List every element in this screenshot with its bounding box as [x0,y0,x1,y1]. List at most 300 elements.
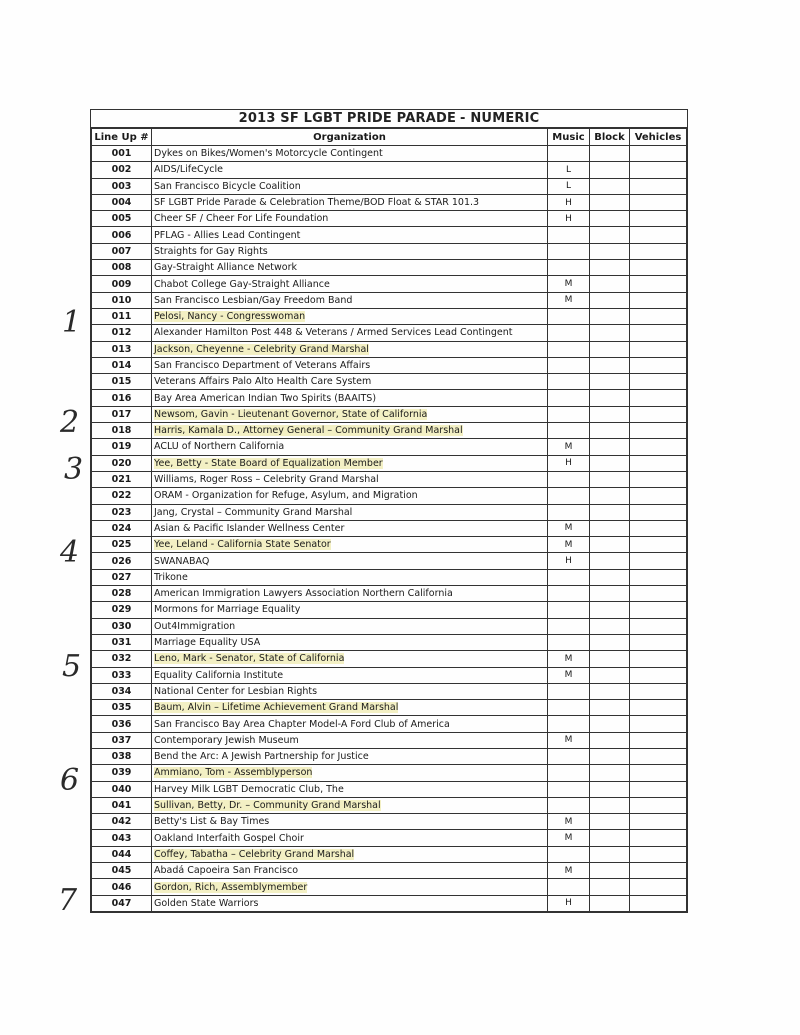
vehicles-cell [630,390,687,406]
vehicles-cell [630,732,687,748]
table-row [92,243,687,259]
music-cell [548,879,590,895]
sheet-title-main: 2013 SF LGBT PRIDE PARADE [238,111,457,126]
organization-name: Dykes on Bikes/Women's Motorcycle Contingent [154,148,383,160]
header-vehicles: Vehicles [630,129,687,146]
header-block: Block [590,129,630,146]
music-cell [548,781,590,797]
table-row [92,797,687,813]
block-cell [590,846,630,862]
vehicles-cell [630,700,687,716]
organization-cell [152,863,548,879]
organization-cell [152,406,548,422]
organization-name: SWANABAQ [154,555,210,567]
organization-name: Betty's List & Bay Times [154,816,270,828]
organization-cell [152,765,548,781]
organization-cell [152,586,548,602]
lineup-number: 027 [92,569,152,585]
organization-cell [152,830,548,846]
block-cell [590,781,630,797]
lineup-number: 040 [92,781,152,797]
table-row [92,146,687,162]
table-row [92,211,687,227]
lineup-number: 010 [92,292,152,308]
organization-cell [152,471,548,487]
block-cell [590,618,630,634]
music-cell: M [548,520,590,536]
music-cell [548,586,590,602]
organization-cell [152,292,548,308]
organization-cell [152,602,548,618]
vehicles-cell [630,863,687,879]
vehicles-cell [630,178,687,194]
lineup-number: 005 [92,211,152,227]
handwritten-mark: 7 [58,883,78,918]
lineup-number: 030 [92,618,152,634]
block-cell [590,260,630,276]
block-cell [590,406,630,422]
organization-cell [152,846,548,862]
lineup-number: 035 [92,700,152,716]
table-row [92,504,687,520]
block-cell [590,504,630,520]
organization-name: Pelosi, Nancy - Congresswoman [154,311,306,323]
music-cell: M [548,439,590,455]
organization-name: Gay-Straight Alliance Network [154,262,297,274]
vehicles-cell [630,276,687,292]
organization-cell [152,634,548,650]
organization-name: Trikone [154,571,188,583]
music-cell [548,341,590,357]
music-cell [548,700,590,716]
block-cell [590,765,630,781]
organization-name: Cheer SF / Cheer For Life Foundation [154,213,329,225]
music-cell: M [548,276,590,292]
block-cell [590,830,630,846]
organization-name: Straights for Gay Rights [154,245,268,257]
vehicles-cell [630,618,687,634]
table-row [92,765,687,781]
block-cell [590,227,630,243]
block-cell [590,667,630,683]
vehicles-cell [630,634,687,650]
lineup-number: 023 [92,504,152,520]
organization-name: San Francisco Bicycle Coalition [154,180,301,192]
block-cell [590,276,630,292]
music-cell: M [548,830,590,846]
organization-name: San Francisco Department of Veterans Affairs [154,360,371,371]
lineup-number: 029 [92,602,152,618]
organization-cell [152,211,548,227]
music-cell [548,683,590,699]
music-cell: M [548,863,590,879]
block-cell [590,374,630,390]
vehicles-cell [630,292,687,308]
lineup-number: 017 [92,406,152,422]
organization-cell [152,341,548,357]
table-row [92,178,687,194]
lineup-number: 016 [92,390,152,406]
music-cell [548,406,590,422]
music-cell [548,602,590,618]
block-cell [590,569,630,585]
lineup-number: 033 [92,667,152,683]
organization-name: Jackson, Cheyenne - Celebrity Grand Marshal [154,343,369,355]
block-cell [590,797,630,813]
organization-cell [152,194,548,210]
music-cell: M [548,651,590,667]
table-row [92,325,687,341]
organization-name: Asian & Pacific Islander Wellness Center [154,522,345,534]
block-cell [590,520,630,536]
block-cell [590,455,630,471]
organization-name: Out4Immigration [154,620,236,632]
organization-name: San Francisco Bay Area Chapter Model-A Ford Club of America [154,718,450,730]
table-row [92,683,687,699]
lineup-number: 013 [92,341,152,357]
organization-name: Alexander Hamilton Post 448 & Veterans / Armed Services Lead Contingent [154,327,513,339]
table-row [92,732,687,748]
music-cell [548,308,590,324]
music-cell [548,846,590,862]
table-row [92,716,687,732]
organization-name: Veterans Affairs Palo Alto Health Care System [154,376,372,388]
vehicles-cell [630,716,687,732]
vehicles-cell [630,748,687,764]
organization-name: Oakland Interfaith Gospel Choir [154,832,304,844]
vehicles-cell [630,341,687,357]
table-row [92,586,687,602]
table-row [92,814,687,830]
organization-cell [152,374,548,390]
table-row [92,879,687,895]
table-row [92,406,687,422]
table-row [92,569,687,585]
lineup-number: 041 [92,797,152,813]
organization-cell [152,423,548,439]
organization-cell [152,178,548,194]
organization-name: Bay Area American Indian Two Spirits (BAAITS) [154,392,377,404]
organization-name: Abadá Capoeira San Francisco [154,865,299,877]
organization-cell [152,455,548,471]
music-cell: M [548,292,590,308]
lineup-number: 020 [92,455,152,471]
organization-name: PFLAG - Allies Lead Contingent [154,229,301,241]
music-cell [548,146,590,162]
table-row [92,537,687,553]
block-cell [590,325,630,341]
lineup-number: 007 [92,243,152,259]
vehicles-cell [630,879,687,895]
organization-cell [152,553,548,569]
table-row [92,863,687,879]
music-cell: M [548,667,590,683]
table-row [92,651,687,667]
organization-name: Jang, Crystal – Community Grand Marshal [154,506,353,518]
music-cell: L [548,178,590,194]
handwritten-mark: 1 [62,305,82,340]
lineup-number: 014 [92,357,152,373]
organization-name: Yee, Leland - California State Senator [154,539,331,551]
music-cell [548,716,590,732]
organization-cell [152,748,548,764]
block-cell [590,634,630,650]
vehicles-cell [630,194,687,210]
organization-name: Yee, Betty - State Board of Equalization Member [154,457,383,469]
table-row [92,374,687,390]
organization-name: Leno, Mark - Senator, State of California [154,653,345,665]
table-row [92,602,687,618]
vehicles-cell [630,537,687,553]
organization-name: San Francisco Lesbian/Gay Freedom Band [154,294,353,306]
vehicles-cell [630,439,687,455]
block-cell [590,879,630,895]
music-cell [548,260,590,276]
header-lineup: Line Up # [92,129,152,146]
lineup-number: 022 [92,488,152,504]
organization-cell [152,569,548,585]
organization-cell [152,618,548,634]
lineup-number: 025 [92,537,152,553]
sheet-title-suffix: - NUMERIC [460,111,540,126]
table-row [92,667,687,683]
vehicles-cell [630,586,687,602]
table-row [92,634,687,650]
organization-cell [152,260,548,276]
block-cell [590,895,630,911]
organization-name: Contemporary Jewish Museum [154,734,299,746]
block-cell [590,748,630,764]
table-row [92,520,687,536]
lineup-number: 043 [92,830,152,846]
lineup-table [91,128,687,912]
organization-name: Mormons for Marriage Equality [154,604,301,616]
organization-name: Sullivan, Betty, Dr. – Community Grand Marshal [154,800,381,812]
vehicles-cell [630,374,687,390]
lineup-number: 002 [92,162,152,178]
vehicles-cell [630,667,687,683]
organization-name: Equality California Institute [154,669,284,681]
table-row [92,488,687,504]
table-row [92,194,687,210]
organization-cell [152,537,548,553]
table-row [92,471,687,487]
organization-cell [152,488,548,504]
music-cell [548,797,590,813]
music-cell: M [548,814,590,830]
lineup-number: 019 [92,439,152,455]
lineup-number: 011 [92,308,152,324]
organization-cell [152,895,548,911]
table-row [92,276,687,292]
table-row [92,455,687,471]
organization-name: Gordon, Rich, Assemblymember [154,881,308,893]
lineup-number: 015 [92,374,152,390]
vehicles-cell [630,765,687,781]
header-organization: Organization [152,129,548,146]
handwritten-mark: 4 [60,535,80,570]
block-cell [590,308,630,324]
organization-cell [152,814,548,830]
block-cell [590,488,630,504]
music-cell: H [548,895,590,911]
music-cell [548,227,590,243]
lineup-number: 003 [92,178,152,194]
table-row [92,390,687,406]
table-row [92,423,687,439]
organization-name: Newsom, Gavin - Lieutenant Governor, State of California [154,408,428,420]
lineup-number: 038 [92,748,152,764]
organization-cell [152,243,548,259]
handwritten-mark: 3 [64,452,84,487]
organization-name: Ammiano, Tom - Assemblyperson [154,767,313,779]
table-row [92,553,687,569]
vehicles-cell [630,471,687,487]
vehicles-cell [630,830,687,846]
vehicles-cell [630,895,687,911]
block-cell [590,178,630,194]
vehicles-cell [630,520,687,536]
vehicles-cell [630,243,687,259]
table-row [92,781,687,797]
sheet-title [91,110,687,128]
organization-cell [152,357,548,373]
music-cell [548,618,590,634]
organization-name: SF LGBT Pride Parade & Celebration Theme/BOD Float & STAR 101.3 [154,197,480,209]
block-cell [590,732,630,748]
lineup-number: 004 [92,194,152,210]
block-cell [590,390,630,406]
block-cell [590,651,630,667]
lineup-number: 024 [92,520,152,536]
block-cell [590,586,630,602]
lineup-number: 039 [92,765,152,781]
lineup-number: 036 [92,716,152,732]
table-row [92,618,687,634]
organization-name: Coffey, Tabatha – Celebrity Grand Marshal [154,848,355,860]
music-cell [548,390,590,406]
block-cell [590,162,630,178]
music-cell [548,488,590,504]
vehicles-cell [630,325,687,341]
table-row [92,830,687,846]
vehicles-cell [630,846,687,862]
organization-name: Bend the Arc: A Jewish Partnership for Justice [154,751,369,763]
organization-cell [152,227,548,243]
vehicles-cell [630,162,687,178]
music-cell [548,471,590,487]
organization-cell [152,390,548,406]
vehicles-cell [630,211,687,227]
organization-name: ORAM - Organization for Refuge, Asylum, and Migration [154,490,418,502]
organization-name: ACLU of Northern California [154,441,285,453]
organization-cell [152,146,548,162]
block-cell [590,471,630,487]
organization-cell [152,700,548,716]
block-cell [590,700,630,716]
music-cell: L [548,162,590,178]
lineup-number: 018 [92,423,152,439]
table-row [92,895,687,911]
block-cell [590,211,630,227]
block-cell [590,863,630,879]
organization-cell [152,879,548,895]
music-cell [548,423,590,439]
organization-name: Marriage Equality USA [154,637,261,649]
block-cell [590,341,630,357]
block-cell [590,553,630,569]
vehicles-cell [630,651,687,667]
table-row [92,292,687,308]
music-cell [548,325,590,341]
organization-name: Williams, Roger Ross – Celebrity Grand Marshal [154,474,379,486]
organization-cell [152,276,548,292]
handwritten-mark: 2 [60,405,80,440]
vehicles-cell [630,781,687,797]
table-row [92,308,687,324]
music-cell: H [548,455,590,471]
lineup-number: 047 [92,895,152,911]
table-body [92,146,687,912]
block-cell [590,194,630,210]
table-row [92,260,687,276]
organization-cell [152,504,548,520]
block-cell [590,683,630,699]
vehicles-cell [630,683,687,699]
vehicles-cell [630,814,687,830]
vehicles-cell [630,488,687,504]
table-row [92,700,687,716]
organization-cell [152,162,548,178]
block-cell [590,146,630,162]
block-cell [590,537,630,553]
table-row [92,748,687,764]
lineup-number: 037 [92,732,152,748]
vehicles-cell [630,602,687,618]
lineup-number: 034 [92,683,152,699]
music-cell [548,748,590,764]
lineup-number: 042 [92,814,152,830]
organization-cell [152,732,548,748]
block-cell [590,602,630,618]
table-row [92,341,687,357]
organization-cell [152,651,548,667]
vehicles-cell [630,260,687,276]
music-cell [548,243,590,259]
music-cell: H [548,211,590,227]
lineup-number: 001 [92,146,152,162]
block-cell [590,423,630,439]
lineup-number: 009 [92,276,152,292]
organization-name: AIDS/LifeCycle [154,164,223,176]
music-cell [548,374,590,390]
organization-cell [152,797,548,813]
handwritten-mark: 5 [62,649,82,684]
table-row [92,846,687,862]
block-cell [590,292,630,308]
organization-name: Harvey Milk LGBT Democratic Club, The [154,783,344,795]
music-cell [548,504,590,520]
vehicles-cell [630,146,687,162]
table-row [92,162,687,178]
lineup-number: 044 [92,846,152,862]
organization-cell [152,716,548,732]
header-music: Music [548,129,590,146]
lineup-number: 028 [92,586,152,602]
vehicles-cell [630,357,687,373]
vehicles-cell [630,227,687,243]
lineup-number: 006 [92,227,152,243]
